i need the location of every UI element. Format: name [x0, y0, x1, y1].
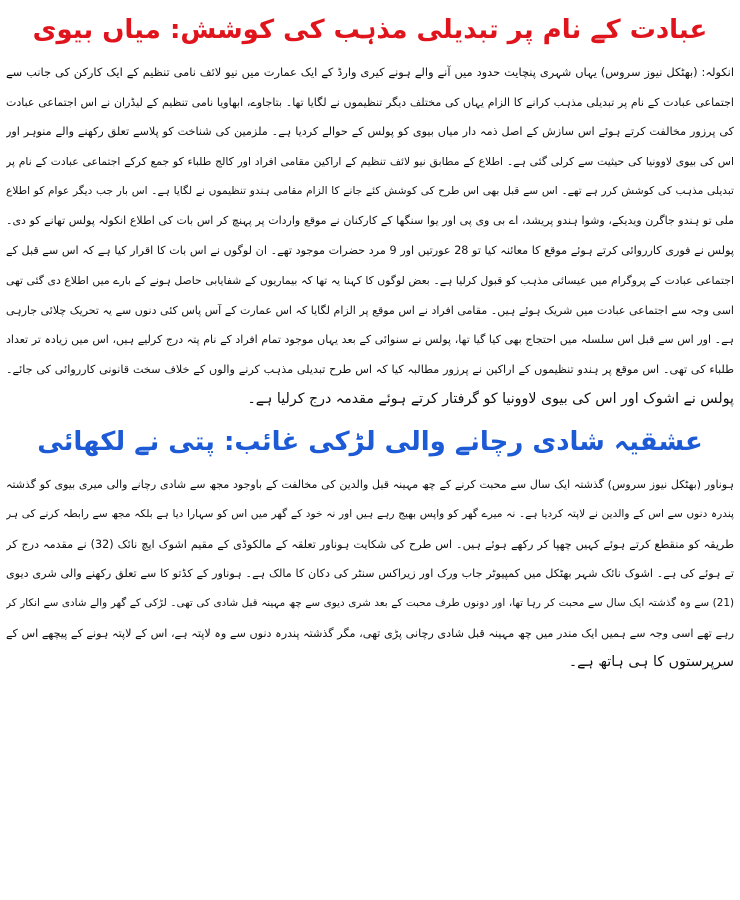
story-line: پولس نے فوری کارروائی کرتے ہوئے موقع کا معائنہ کیا تو 28 عورتیں اور 9 مرد حضرات موجود تھے۔ ان لوگوں نے اس بات کا اقرار کیا ہے کہ اس سے قبل کے: [6, 244, 734, 258]
story-conversion-arrest: [6, 4, 734, 414]
story-line: اجتماعی عبادت کے نام پر تبدیلی مذہب کرانے کا الزام یہاں کی مختلف دیگر تنظیموں نے لگایا تھا۔ بتاجاوے، ابھاویا نامی تنظیم کے لیڈران نے اس اجتماعی عبادت: [6, 95, 734, 109]
story-line: ہوناور (بھٹکل نیوز سروس) گذشتہ ایک سال سے محبت کرنے کے چھ مہینہ قبل والدین کی مخالفت کے باوجود مجھ سے شادی رچانے والی میری بیوی کو گذشتہ: [6, 478, 734, 492]
headline-conversion-arrest: عبادت کے نام پر تبدیلی مذہب کی کوشش: میاں بیوی: [32, 15, 708, 45]
story-line: اسی وجہ سے اجتماعی عبادت میں شریک ہوئے ہیں۔ مقامی افراد نے اس موقع پر الزام لگایا کہ اس عمارت کے آس پاس کئی دنوں سے یہ تحریک چلائی جارہی: [6, 303, 734, 317]
story-line: پندرہ دنوں سے اس کے والدین نے لاپتہ کردیا ہے۔ نہ میرے گھر کو واپس بھیج رہے ہیں اور نہ خود کے گھر میں اس کو سہارا دیا ہے بلکہ مجھ سے رابطہ کرنے کی ہر: [6, 507, 734, 520]
story-line: طریقہ کو منقطع کرتے ہوئے کہیں چھپا کر رکھے ہوئے ہیں۔ اس طرح کی شکایت ہوناور تعلقہ کے مالکوڈی کے مقیم اشوک ایچ نائک (32) نے مقدمہ درج کر: [6, 537, 734, 551]
story-line: پولس نے اشوک اور اس کی بیوی لاوونیا کو گرفتار کرتے ہوئے مقدمہ درج کرلیا ہے۔: [247, 390, 734, 407]
story-line: (21) سے وہ گذشتہ ایک سال سے محبت کر رہا تھا، اور دونوں طرف محبت کے بعد شری دیوی سے چھ مہینہ قبل شادی کی تھی۔ لڑکی کے گھر والے شادی سے انکار کر: [6, 597, 734, 609]
headline-missing-bride: عشقیہ شادی رچانے والی لڑکی غائب: پتی نے لکھائی: [37, 427, 703, 458]
story-line: اس کی بیوی لاوونیا کی حیثیت سے کرلی گئی ہے۔ اطلاع کے مطابق نیو لائف تنظیم کے اراکین مقامی افراد اور کالج طلباء کو جمع کرکے اجتماعی عبادت کے نام پر: [6, 155, 734, 169]
story-missing-bride: [6, 416, 734, 678]
story-line: انکولہ: (بھٹکل نیوز سروس) یہاں شہری پنچایت حدود میں آنے والے ہونے کیری وارڈ کے ایک عمارت میں نیو لائف نامی تنظیم کے ایک کارکن کی جانب سے: [6, 65, 734, 79]
story-line: تبدیلی مذہب کی کوشش کرر ہے تھے۔ اس سے قبل بھی اس طرح کی کوشش کئے جانے کا الزام مقامی ہندو تنظیموں نے لگایا ہے۔ اس بار جب دیگر عوام کو اطلاع: [6, 184, 734, 197]
story-line: کی پرزور مخالفت کرتے ہوئے اس سازش کے اصل ذمہ دار میاں بیوی کو پولس کے حوالے کردیا ہے۔ ملزمین کی شناخت کو پلاسے تعلق رکھنے والے منوہر اور: [6, 125, 734, 139]
story-line: سرپرستوں کا ہی ہاتھ ہے۔: [568, 654, 734, 671]
story-line: ہے۔ اور اس سے قبل اس سلسلہ میں احتجاج بھی کیا گیا تھا، پولس نے سنوائی کے بعد یہاں موجود تمام افراد کے نام پتہ درج کرلیے ہیں، اس میں زیادہ تر تعداد: [6, 333, 734, 347]
story-body: [6, 470, 734, 678]
story-line: تے ہوئے کی ہے۔ اشوک نائک شہر بھٹکل میں کمپیوٹر جاب ورک اور زیراکس سنٹر کی دکان کا مالک ہے۔ ہوناور کے کڈتو کا سے تعلق رکھنے والی شری دیوی: [6, 567, 734, 581]
story-line: ملی تو ہندو جاگرن ویدیکے، وشوا ہندو پریشد، اے بی وی پی اور یوا سنگھا کے کارکنان نے موقع واردات پر پہنچ کر اس بات کی اطلاع انکولہ پولس تھانے کو دی۔: [6, 214, 734, 228]
story-body: [6, 58, 734, 414]
story-line: رہے تھے اسی وجہ سے ہمیں ایک مندر میں چھ مہینہ قبل شادی رچانی پڑی تھی، مگر گذشتہ پندرہ دنوں سے وہ لاپتہ ہے، اس کے لاپتہ ہونے کے پیچھے اس کے: [6, 626, 734, 640]
story-line: طلباء کی تھی۔ اس موقع پر ہندو تنظیموں کے اراکین نے پرزور مطالبہ کیا کہ اس طرح تبدیلی مذہب کرنے والوں کے خلاف سخت قانونی کارروائی کی جائے۔: [6, 362, 734, 376]
story-line: اجتماعی عبادت کے پروگرام میں عیسائی مذہب کو قبول کرلیا ہے۔ بعض لوگوں کا کہنا یہ تھا کہ بیماریوں کے شفایابی حاصل ہونے کے بارے میں اطلاع دی گئی تھی: [6, 273, 734, 287]
